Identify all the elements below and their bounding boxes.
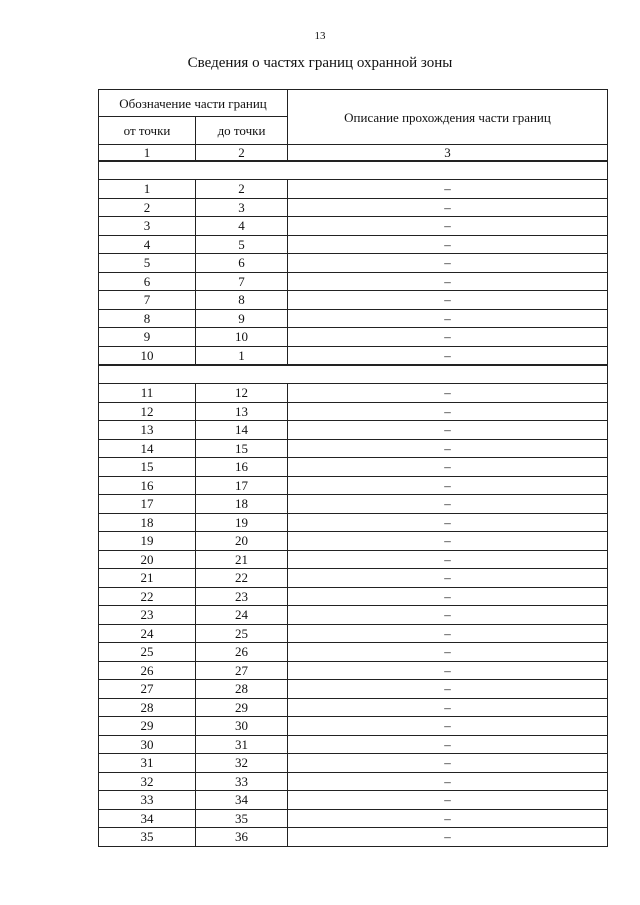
from-point-cell: 12	[99, 402, 196, 421]
from-point-cell: 9	[99, 328, 196, 347]
from-point-cell: 25	[99, 643, 196, 662]
table-row	[99, 439, 608, 458]
description-cell: –	[288, 661, 608, 680]
to-point-cell: 27	[196, 661, 288, 680]
to-point-cell: 4	[196, 217, 288, 236]
section-separator-row	[99, 365, 608, 384]
table-row	[99, 476, 608, 495]
section-label	[99, 365, 608, 384]
from-point-cell: 13	[99, 421, 196, 440]
to-point-cell: 17	[196, 476, 288, 495]
to-point-cell: 35	[196, 809, 288, 828]
description-cell: –	[288, 698, 608, 717]
table-row	[99, 550, 608, 569]
table-row	[99, 402, 608, 421]
to-point-cell: 10	[196, 328, 288, 347]
to-point-cell: 24	[196, 606, 288, 625]
description-cell: –	[288, 458, 608, 477]
description-cell: –	[288, 624, 608, 643]
table-row	[99, 291, 608, 310]
to-point-cell: 33	[196, 772, 288, 791]
from-point-cell: 34	[99, 809, 196, 828]
from-point-cell: 35	[99, 828, 196, 847]
from-point-cell: 4	[99, 235, 196, 254]
to-point-cell: 21	[196, 550, 288, 569]
table-row	[99, 809, 608, 828]
description-cell: –	[288, 680, 608, 699]
table-row	[99, 513, 608, 532]
description-cell: –	[288, 198, 608, 217]
from-point-cell: 21	[99, 569, 196, 588]
from-point-cell: 8	[99, 309, 196, 328]
from-point-cell: 27	[99, 680, 196, 699]
table-row	[99, 495, 608, 514]
column-number: 1	[99, 145, 196, 162]
to-point-cell: 15	[196, 439, 288, 458]
description-cell: –	[288, 532, 608, 551]
description-cell: –	[288, 421, 608, 440]
description-cell: –	[288, 495, 608, 514]
from-point-cell: 28	[99, 698, 196, 717]
table-row	[99, 235, 608, 254]
to-point-cell: 1	[196, 346, 288, 365]
description-cell: –	[288, 384, 608, 403]
table-row	[99, 346, 608, 365]
table-row	[99, 754, 608, 773]
to-point-cell: 30	[196, 717, 288, 736]
from-point-cell: 6	[99, 272, 196, 291]
from-point-cell: 7	[99, 291, 196, 310]
from-point-cell: 1	[99, 180, 196, 199]
from-point-cell: 11	[99, 384, 196, 403]
header-to-point: до точки	[196, 117, 288, 145]
table-row	[99, 587, 608, 606]
description-cell: –	[288, 439, 608, 458]
page-title: Сведения о частях границ охранной зоны	[187, 55, 453, 71]
description-cell: –	[288, 235, 608, 254]
from-point-cell: 26	[99, 661, 196, 680]
table-row	[99, 735, 608, 754]
from-point-cell: 3	[99, 217, 196, 236]
to-point-cell: 2	[196, 180, 288, 199]
to-point-cell: 14	[196, 421, 288, 440]
column-number: 2	[196, 145, 288, 162]
from-point-cell: 16	[99, 476, 196, 495]
table-row	[99, 180, 608, 199]
table-row	[99, 532, 608, 551]
to-point-cell: 28	[196, 680, 288, 699]
description-cell: –	[288, 346, 608, 365]
to-point-cell: 36	[196, 828, 288, 847]
description-cell: –	[288, 476, 608, 495]
section-separator-row	[99, 161, 608, 180]
from-point-cell: 15	[99, 458, 196, 477]
column-number-row	[99, 145, 608, 162]
table-row	[99, 772, 608, 791]
to-point-cell: 29	[196, 698, 288, 717]
description-cell: –	[288, 809, 608, 828]
from-point-cell: 20	[99, 550, 196, 569]
table-row	[99, 606, 608, 625]
table-row	[99, 458, 608, 477]
description-cell: –	[288, 272, 608, 291]
to-point-cell: 8	[196, 291, 288, 310]
from-point-cell: 33	[99, 791, 196, 810]
table-row	[99, 643, 608, 662]
from-point-cell: 19	[99, 532, 196, 551]
description-cell: –	[288, 772, 608, 791]
table-row	[99, 661, 608, 680]
table-row	[99, 717, 608, 736]
to-point-cell: 9	[196, 309, 288, 328]
description-cell: –	[288, 587, 608, 606]
to-point-cell: 23	[196, 587, 288, 606]
boundary-parts-table	[98, 89, 608, 847]
table-row	[99, 791, 608, 810]
table-row	[99, 698, 608, 717]
to-point-cell: 32	[196, 754, 288, 773]
from-point-cell: 10	[99, 346, 196, 365]
to-point-cell: 19	[196, 513, 288, 532]
from-point-cell: 5	[99, 254, 196, 273]
from-point-cell: 2	[99, 198, 196, 217]
header-boundary-designation: Обозначение части границ	[99, 90, 288, 117]
description-cell: –	[288, 291, 608, 310]
to-point-cell: 22	[196, 569, 288, 588]
table-row	[99, 328, 608, 347]
from-point-cell: 29	[99, 717, 196, 736]
to-point-cell: 18	[196, 495, 288, 514]
from-point-cell: 22	[99, 587, 196, 606]
table-row	[99, 254, 608, 273]
from-point-cell: 24	[99, 624, 196, 643]
table-row	[99, 384, 608, 403]
to-point-cell: 13	[196, 402, 288, 421]
to-point-cell: 3	[196, 198, 288, 217]
table-row	[99, 309, 608, 328]
to-point-cell: 25	[196, 624, 288, 643]
description-cell: –	[288, 180, 608, 199]
to-point-cell: 6	[196, 254, 288, 273]
header-description: Описание прохождения части границ	[288, 90, 608, 145]
from-point-cell: 14	[99, 439, 196, 458]
to-point-cell: 7	[196, 272, 288, 291]
table-row	[99, 624, 608, 643]
header-from-point: от точки	[99, 117, 196, 145]
to-point-cell: 5	[196, 235, 288, 254]
column-number: 3	[288, 145, 608, 162]
description-cell: –	[288, 569, 608, 588]
from-point-cell: 31	[99, 754, 196, 773]
from-point-cell: 18	[99, 513, 196, 532]
description-cell: –	[288, 606, 608, 625]
from-point-cell: 30	[99, 735, 196, 754]
to-point-cell: 26	[196, 643, 288, 662]
to-point-cell: 31	[196, 735, 288, 754]
from-point-cell: 17	[99, 495, 196, 514]
table-header	[99, 90, 608, 145]
description-cell: –	[288, 828, 608, 847]
table-row	[99, 198, 608, 217]
table-row	[99, 828, 608, 847]
description-cell: –	[288, 328, 608, 347]
table-row	[99, 421, 608, 440]
description-cell: –	[288, 513, 608, 532]
description-cell: –	[288, 402, 608, 421]
table-row	[99, 217, 608, 236]
description-cell: –	[288, 643, 608, 662]
from-point-cell: 23	[99, 606, 196, 625]
description-cell: –	[288, 254, 608, 273]
section-label	[99, 161, 608, 180]
description-cell: –	[288, 735, 608, 754]
to-point-cell: 16	[196, 458, 288, 477]
table-body	[99, 145, 608, 847]
description-cell: –	[288, 791, 608, 810]
from-point-cell: 32	[99, 772, 196, 791]
table-row	[99, 569, 608, 588]
description-cell: –	[288, 717, 608, 736]
description-cell: –	[288, 217, 608, 236]
to-point-cell: 34	[196, 791, 288, 810]
page-number: 13	[314, 30, 326, 42]
description-cell: –	[288, 309, 608, 328]
to-point-cell: 20	[196, 532, 288, 551]
description-cell: –	[288, 550, 608, 569]
table-row	[99, 680, 608, 699]
description-cell: –	[288, 754, 608, 773]
table-row	[99, 272, 608, 291]
to-point-cell: 12	[196, 384, 288, 403]
